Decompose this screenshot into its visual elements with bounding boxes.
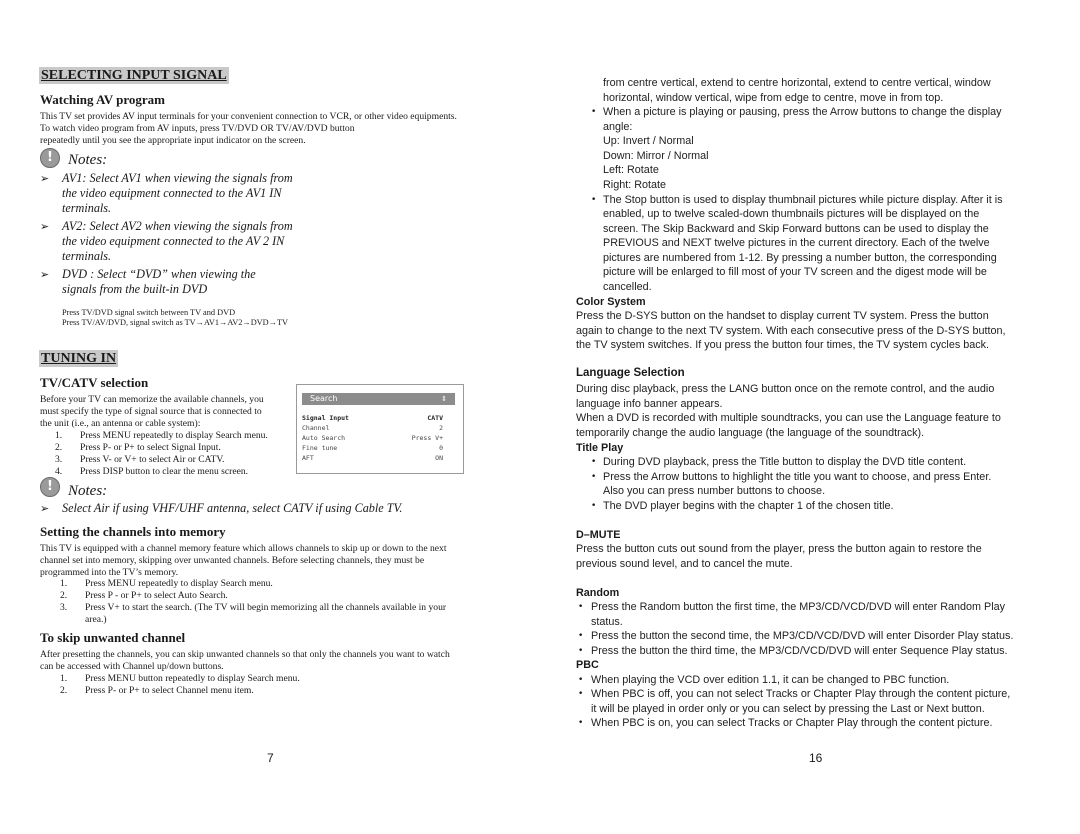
bullet-line: enabled, up to twelve scaled-down thumbnails pictures will be displayed on the — [603, 208, 980, 220]
bullet-dot: • — [578, 689, 584, 699]
heading-title-play: Title Play — [576, 442, 624, 454]
step-text: Press MENU button repeatedly to display Search menu. — [85, 673, 300, 684]
notes-label: Notes: — [68, 483, 108, 499]
menu-row-value: 2 — [439, 424, 443, 432]
updown-icon: ⇕ — [441, 395, 447, 403]
menu-row-value: Press V+ — [411, 434, 443, 442]
notes-label: Notes: — [68, 152, 108, 168]
bullet-dot: • — [591, 195, 597, 205]
heading-language-selection: Language Selection — [576, 367, 685, 379]
bullet-line: Left: Rotate — [603, 164, 659, 176]
step-number: 2. — [55, 442, 63, 453]
paragraph-line: Before your TV can memorize the available channels, you — [40, 394, 264, 405]
note-line: signals from the built-in DVD — [62, 282, 208, 296]
paragraph-line: This TV set provides AV input terminals for your convenient connection to VCR, or other video equipments. — [40, 111, 457, 122]
switch-line: Press TV/DVD signal switch between TV and DVD — [62, 308, 236, 317]
notes-icon: ! — [40, 148, 60, 168]
bullet-line: Right: Rotate — [603, 179, 667, 191]
bullet-line: When playing the VCD over edition 1.1, it can be changed to PBC function. — [591, 674, 950, 686]
search-menu-title: Search — [310, 394, 338, 403]
note-line: terminals. — [62, 201, 112, 215]
paragraph-line: the unit (i.e., an antenna or cable system): — [40, 418, 201, 429]
heading-tv-catv-selection: TV/CATV selection — [40, 375, 149, 390]
paragraph-line: programmed into the TV’s memory. — [40, 567, 179, 578]
step-number: 1. — [60, 673, 68, 684]
bullet-line: Press the Arrow buttons to highlight the title you want to choose, and press Enter. — [603, 471, 992, 483]
menu-row-value: 0 — [439, 444, 443, 452]
bullet-line: Press the button the third time, the MP3/CD/VCD/DVD will enter Sequence Play status. — [591, 645, 1008, 657]
step-number: 3. — [55, 454, 63, 465]
menu-row-channel — [302, 424, 455, 432]
paragraph-line: After presetting the channels, you can skip unwanted channels so that only the channels you want to watch — [40, 649, 450, 660]
menu-row-label: AFT — [302, 454, 314, 462]
bullet-dot: • — [578, 631, 584, 641]
step-text: Press DISP button to clear the menu screen. — [80, 466, 249, 477]
paragraph-line: can be accessed with Channel up/down buttons. — [40, 661, 224, 672]
menu-row-auto-search — [302, 434, 455, 442]
paragraph-line: horizontal, window vertical, wipe from edge to centre, move in from top. — [603, 92, 944, 104]
menu-row-value: ON — [435, 454, 443, 462]
bullet-line: The Stop button is used to display thumbnail pictures while picture display. After it is — [603, 194, 1003, 206]
search-menu-screen — [296, 384, 464, 474]
heading-random: Random — [576, 587, 620, 599]
step-text: Press MENU repeatedly to display Search menu. — [85, 578, 273, 589]
menu-row-aft — [302, 454, 455, 462]
paragraph-line: During disc playback, press the LANG button once on the remote control, and the audio — [576, 383, 995, 395]
bullet-line: it will be played in order only or you can select by pressing the Last or Next button. — [591, 703, 985, 715]
arrow-bullet-icon: ➢ — [40, 268, 50, 281]
paragraph-line: temporarily change the audio language (the language of the soundtrack). — [576, 427, 925, 439]
heading-d-mute: D–MUTE — [576, 529, 621, 541]
paragraph-line: repeatedly until you see the appropriate input indicator on the screen. — [40, 135, 306, 146]
search-menu-header — [302, 393, 455, 405]
paragraph-line: To watch video program from AV inputs, press TV/DVD OR TV/AV/DVD button — [40, 123, 355, 134]
bullet-dot: • — [591, 472, 597, 482]
bullet-line: When PBC is on, you can select Tracks or Chapter Play through the content picture. — [591, 717, 993, 729]
bullet-line: When PBC is off, you can not select Tracks or Chapter Play through the content picture, — [591, 688, 1011, 700]
step-text: area.) — [85, 614, 107, 625]
bullet-line: When a picture is playing or pausing, press the Arrow buttons to change the display — [603, 106, 1002, 118]
step-text: Press V+ to start the search. (The TV will begin memorizing all the channels available in your — [85, 602, 447, 613]
bullet-dot: • — [578, 675, 584, 685]
note-line: Select Air if using VHF/UHF antenna, select CATV if using Cable TV. — [62, 501, 403, 515]
bullet-line: status. — [591, 616, 623, 628]
bullet-dot: • — [591, 501, 597, 511]
switch-line: Press TV/AV/DVD, signal switch as TV→AV1→AV2→DVD→TV — [62, 318, 289, 327]
step-number: 2. — [60, 685, 68, 696]
heading-pbc: PBC — [576, 659, 599, 671]
menu-row-label: Signal Input — [302, 414, 349, 422]
bullet-line: Down: Mirror / Normal — [603, 150, 709, 162]
menu-row-label: Channel — [302, 424, 330, 432]
paragraph-line: When a DVD is recorded with multiple soundtracks, you can use the Language feature to — [576, 412, 1001, 424]
note-line: AV1: Select AV1 when viewing the signals from — [62, 171, 293, 185]
page-number: 7 — [267, 751, 274, 765]
paragraph-line: Press the button cuts out sound from the player, press the button again to restore the — [576, 543, 982, 555]
bullet-line: screen. The Skip Backward and Skip Forward buttons can be used to display the — [603, 223, 989, 235]
heading-setting-channels: Setting the channels into memory — [40, 524, 226, 539]
paragraph-line: channel set into memory, skipping over unwanted channels. Before selecting channels, they must be — [40, 555, 425, 566]
arrow-bullet-icon: ➢ — [40, 172, 50, 185]
step-number: 4. — [55, 466, 63, 477]
bullet-dot: • — [591, 107, 597, 117]
paragraph-line: language info banner appears. — [576, 398, 723, 410]
step-text: Press P- or P+ to select Channel menu item. — [85, 685, 254, 696]
menu-row-label: Fine tune — [302, 444, 338, 452]
note-line: AV2: Select AV2 when viewing the signals from — [62, 219, 293, 233]
bullet-line: cancelled. — [603, 281, 652, 293]
note-line: terminals. — [62, 249, 112, 263]
menu-row-signal-input — [302, 414, 455, 422]
paragraph-line: from centre vertical, extend to centre horizontal, extend to centre vertical, window — [603, 77, 991, 89]
step-number: 3. — [60, 602, 68, 613]
menu-row-fine-tune — [302, 444, 455, 452]
bullet-line: angle: — [603, 121, 633, 133]
page-number: 16 — [809, 751, 823, 765]
bullet-line: pictures are numbered from 1-12. By pressing a number button, the corresponding — [603, 252, 997, 264]
bullet-dot: • — [591, 457, 597, 467]
note-line: the video equipment connected to the AV1 IN — [62, 186, 282, 200]
step-number: 1. — [55, 430, 63, 441]
paragraph-line: again to change to the next TV system. With each consecutive press of the D-SYS button, — [576, 325, 1006, 337]
step-number: 1. — [60, 578, 68, 589]
arrow-bullet-icon: ➢ — [40, 502, 50, 515]
heading-skip-unwanted-channel: To skip unwanted channel — [40, 630, 186, 645]
notes-icon: ! — [40, 477, 60, 497]
note-line: the video equipment connected to the AV 2 IN — [62, 234, 285, 248]
arrow-bullet-icon: ➢ — [40, 220, 50, 233]
paragraph-line: previous sound level, and to cancel the mute. — [576, 558, 793, 570]
bullet-line: PREVIOUS and NEXT twelve pictures in the current directory. Each of the twelve — [603, 237, 990, 249]
bullet-line: Also you can press number buttons to choose. — [603, 485, 826, 497]
step-text: Press MENU repeatedly to display Search menu. — [80, 430, 268, 441]
bullet-dot: • — [578, 602, 584, 612]
paragraph-line: the TV system switches. If you press the button four times, the TV system cycles back. — [576, 339, 990, 351]
step-text: Press V- or V+ to select Air or CATV. — [80, 454, 225, 465]
bullet-line: Press the Random button the first time, the MP3/CD/VCD/DVD will enter Random Play — [591, 601, 1006, 613]
bullet-line: The DVD player begins with the chapter 1 of the chosen title. — [603, 500, 894, 512]
paragraph-line: must specify the type of signal source that is connected to — [40, 406, 262, 417]
paragraph-line: Press the D-SYS button on the handset to display current TV system. Press the button — [576, 310, 989, 322]
menu-row-label: Auto Search — [302, 434, 346, 442]
menu-row-value: CATV — [427, 414, 443, 422]
section-title-selecting-input-signal: SELECTING INPUT SIGNAL — [41, 68, 227, 83]
bullet-dot: • — [578, 718, 584, 728]
bullet-line: Up: Invert / Normal — [603, 135, 694, 147]
note-line: DVD : Select “DVD” when viewing the — [62, 267, 256, 281]
bullet-line: During DVD playback, press the Title button to display the DVD title content. — [603, 456, 967, 468]
step-text: Press P - or P+ to select Auto Search. — [85, 590, 228, 601]
section-title-tuning-in: TUNING IN — [41, 351, 117, 366]
bullet-dot: • — [578, 646, 584, 656]
paragraph-line: This TV is equipped with a channel memory feature which allows channels to skip up or down to the next — [40, 543, 447, 554]
bullet-line: picture will be enlarged to fill most of your TV screen and the digest mode will be — [603, 266, 987, 278]
step-number: 2. — [60, 590, 68, 601]
heading-watching-av-program: Watching AV program — [40, 92, 165, 107]
bullet-line: Press the button the second time, the MP3/CD/VCD/DVD will enter Disorder Play status. — [591, 630, 1014, 642]
heading-color-system: Color System — [576, 296, 646, 308]
step-text: Press P- or P+ to select Signal Input. — [80, 442, 221, 453]
